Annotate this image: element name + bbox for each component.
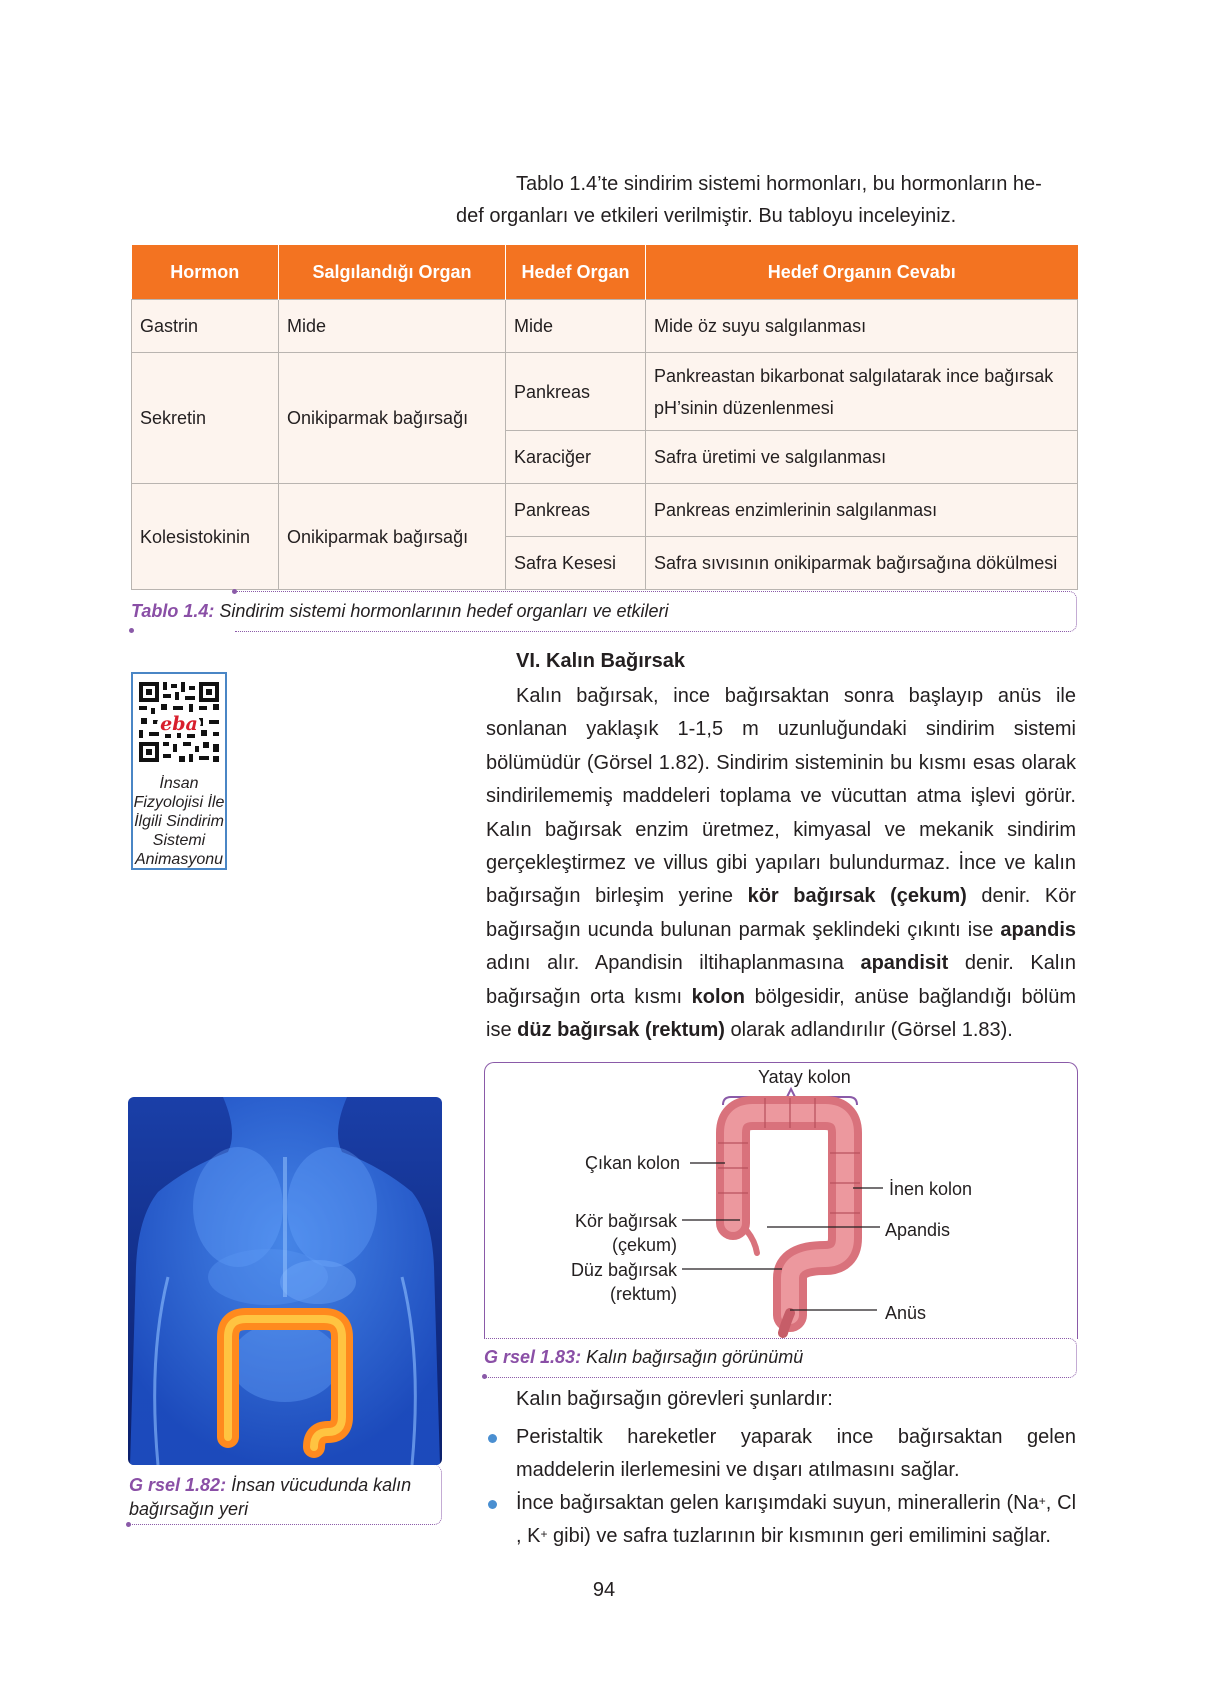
table-header: Hedef Organın Cevabı [646,245,1078,300]
table-cell: Pankreas enzimlerinin salgılanması [646,484,1078,537]
term-cekum: kör bağırsak (çekum) [747,885,967,908]
table-cell: Mide [506,300,646,353]
label-anus: Anüs [885,1303,927,1323]
text-span: bölgesidir, anüse bağlandığı bölüm ise [486,985,1077,1042]
duties-list [486,1421,1076,1553]
fig183-caption [484,1347,803,1368]
superscript: + [1038,1494,1046,1508]
list-item: Peristaltik hareketler yaparak ince bağırsaktan gelen maddelerin ilerlemesini ve dışarı atılmasını sağlar. [486,1421,1076,1487]
table-caption-text: Sindirim sistemi hormonlarının hedef organları ve etkileri [214,601,669,621]
table-header: Hormon [132,245,279,300]
text-span: denir. Kör bağırsağın ucunda bulunan parmak şeklindeki çıkıntı ise [486,885,1076,941]
intro-line-1: Tablo 1.4’te sindirim sistemi hormonları, bu hormonların he- [516,173,1042,195]
table-cell: Safra sıvısının onikiparmak bağırsağına dökülmesi [646,537,1078,590]
table-row [132,353,1078,431]
table-cell: Pankreastan bikarbonat salgılatarak ince bağırsak pH’sinin düzenlenmesi [646,353,1078,431]
qr-label: İnsan Fizyolojisi İle İlgili Sindirim Sistemi Animasyonu [133,775,225,868]
list-item [486,1487,1076,1553]
table-caption-label: Tablo 1.4: [131,601,215,621]
table-cell: Kolesistokinin [132,484,279,590]
page-number: 94 [592,1579,616,1601]
fig182-caption-label: G rsel 1.82: [129,1475,227,1495]
table-row [132,300,1078,353]
text-span: adını alır. Apandisin iltihaplanmasına [486,952,861,975]
table-cell: Pankreas [506,353,646,431]
table-header-row [132,245,1078,300]
caption-dot [129,628,134,633]
caption-dot [126,1522,131,1527]
table-cell: Gastrin [132,300,279,353]
label-duz-line1: Düz bağırsak [570,1260,677,1280]
term-apandisit: apandisit [860,952,949,975]
table-cell: Karaciğer [506,431,646,484]
superscript: + [540,1527,548,1541]
qr-code-icon[interactable] [133,676,225,772]
label-kor-line2: (çekum) [611,1235,677,1255]
text-span: Kalın bağırsak, ince bağırsaktan sonra başlayıp anüs ile sonlanan yaklaşık 1-1,5 m uzunluğundaki sindirim sistemi bölümüdür (Görsel 1.82). Sindirim sisteminin bu kısmı esas olarak sindirilememiş maddeleri toplama ve vücuttan atma işlevi görür. Kalın bağırsak enzim üretmez, kimyasal ve mekanik sindirim gerçekleştirmez ve villus gibi yapıları bulundurmaz. İnce ve kalın bağırsağın birleşim yerine [486,685,1076,908]
table-cell: Safra Kesesi [506,537,646,590]
label-duz-bagirsak [545,1258,677,1306]
colon-figure-frame [484,1062,1078,1339]
section-title: VI. Kalın Bağırsak [516,650,685,672]
table-cell: Onikiparmak bağırsağı [279,484,506,590]
hormone-table [131,245,1078,590]
body-illustration [128,1097,442,1465]
label-kor-line1: Kör bağırsak [574,1211,677,1231]
label-cikan-kolon: Çıkan kolon [585,1153,681,1173]
fig183-caption-text: Kalın bağırsağın görünümü [581,1347,804,1367]
text-span: denir. Kalın bağırsağın orta kısmı [486,952,1077,1008]
duties-lead: Kalın bağırsağın görevleri şunlardır: [516,1388,833,1410]
table-cell: Safra üretimi ve salgılanması [646,431,1078,484]
caption-dot [232,589,237,594]
table-cell: Onikiparmak bağırsağı [279,353,506,484]
label-apandis: Apandis [885,1220,951,1240]
label-yatay-kolon: Yatay kolon [758,1067,851,1087]
section-paragraph [486,680,1076,1047]
text-span: olarak adlandırılır (Görsel 1.83). [724,1019,1013,1042]
term-kolon: kolon [691,985,746,1008]
table-caption [131,601,669,622]
text-span: İnce bağırsaktan gelen karışımdaki suyun, minerallerin (Na [516,1492,1039,1514]
label-kor-bagirsak [545,1209,677,1257]
table-header: Hedef Organ [506,245,646,300]
text-span: , Cl , K [516,1492,1077,1547]
label-inen-kolon: İnen kolon [889,1179,973,1199]
intro-paragraph [456,168,1076,232]
table-header: Salgılandığı Organ [279,245,506,300]
fig182-caption [129,1473,429,1521]
intro-line-2: def organları ve etkileri verilmiştir. Bu tabloyu inceleyiniz. [456,205,957,227]
fig182-caption-text: İnsan vücudunda kalın bağırsağın yeri [129,1475,412,1519]
eba-qr-box[interactable] [131,672,227,870]
caption-dot [482,1374,487,1379]
table-cell: Pankreas [506,484,646,537]
text-span: gibi) ve safra tuzlarının bir kısmının geri emilimini sağlar. [547,1525,1051,1547]
table-cell: Sekretin [132,353,279,484]
fig183-caption-label: G rsel 1.83: [484,1347,582,1367]
term-apandis: apandis [1000,918,1076,941]
label-duz-line2: (rektum) [610,1284,677,1304]
table-cell: Mide öz suyu salgılanması [646,300,1078,353]
table-row [132,484,1078,537]
table-cell: Mide [279,300,506,353]
eba-logo: eba [160,713,198,735]
term-rektum: düz bağırsak (rektum) [517,1019,725,1042]
